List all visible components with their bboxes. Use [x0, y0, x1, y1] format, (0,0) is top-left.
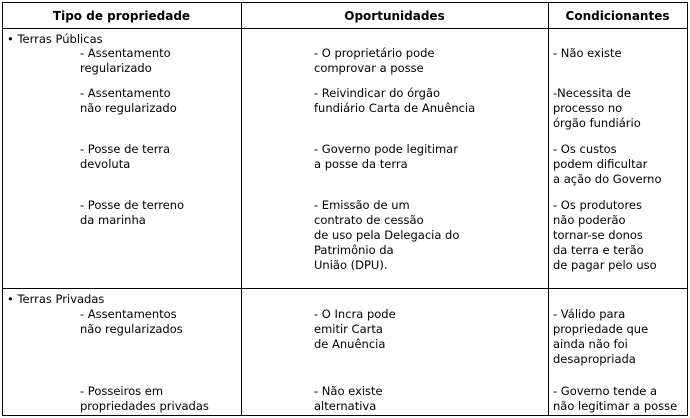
- row-type-cell: - Assentamento regularizado: [80, 46, 171, 75]
- row-opportunity-cell: - Reivindicar do órgão fundiário Carta de Anuência: [314, 86, 476, 115]
- row-opportunity-cell: - Governo pode legitimar a posse da terra: [314, 142, 458, 171]
- header-condicionantes: Condicionantes: [565, 9, 670, 23]
- column-divider-1: [241, 2, 242, 416]
- row-condition-cell: - Os custos podem dificultar a ação do Governo: [553, 142, 662, 186]
- table-border-bottom: [2, 415, 688, 416]
- row-opportunity-cell: - O Incra pode emitir Carta de Anuência: [314, 307, 396, 351]
- row-type-cell: - Posse de terreno da marinha: [80, 198, 185, 227]
- column-divider-2: [548, 2, 549, 416]
- table-border-right: [687, 2, 688, 416]
- section-title-terras-publicas: • Terras Públicas: [7, 32, 103, 46]
- row-opportunity-cell: - Não existe alternativa: [314, 384, 383, 413]
- row-condition-cell: - Governo tende a não legitimar a posse: [553, 384, 678, 413]
- row-condition-cell: - Os produtores não poderão tornar-se donos da terra e terão de pagar pelo uso: [553, 198, 657, 272]
- section-title-terras-privadas: • Terras Privadas: [7, 292, 105, 306]
- row-condition-cell: -Necessita de processo no órgão fundiário: [553, 86, 641, 130]
- table-border-left: [2, 2, 3, 416]
- table-border-top: [2, 2, 688, 3]
- row-opportunity-cell: - O proprietário pode comprovar a posse: [314, 46, 435, 75]
- row-type-cell: - Posse de terra devoluta: [80, 142, 170, 171]
- header-divider: [2, 28, 688, 29]
- row-type-cell: - Posseiros em propriedades privadas: [80, 384, 209, 413]
- header-tipo-de-propriedade: Tipo de propriedade: [52, 9, 191, 23]
- row-opportunity-cell: - Emissão de um contrato de cessão de uso pela Delegacia do Patrimônio da União (DPU).: [314, 198, 460, 272]
- row-condition-cell: - Não existe: [553, 46, 622, 60]
- row-type-cell: - Assentamentos não regularizados: [80, 307, 183, 336]
- row-type-cell: - Assentamento não regularizado: [80, 86, 177, 115]
- header-oportunidades: Oportunidades: [344, 9, 445, 23]
- row-condition-cell: - Válido para propriedade que ainda não foi desapropriada: [553, 307, 649, 366]
- section-divider: [2, 288, 688, 289]
